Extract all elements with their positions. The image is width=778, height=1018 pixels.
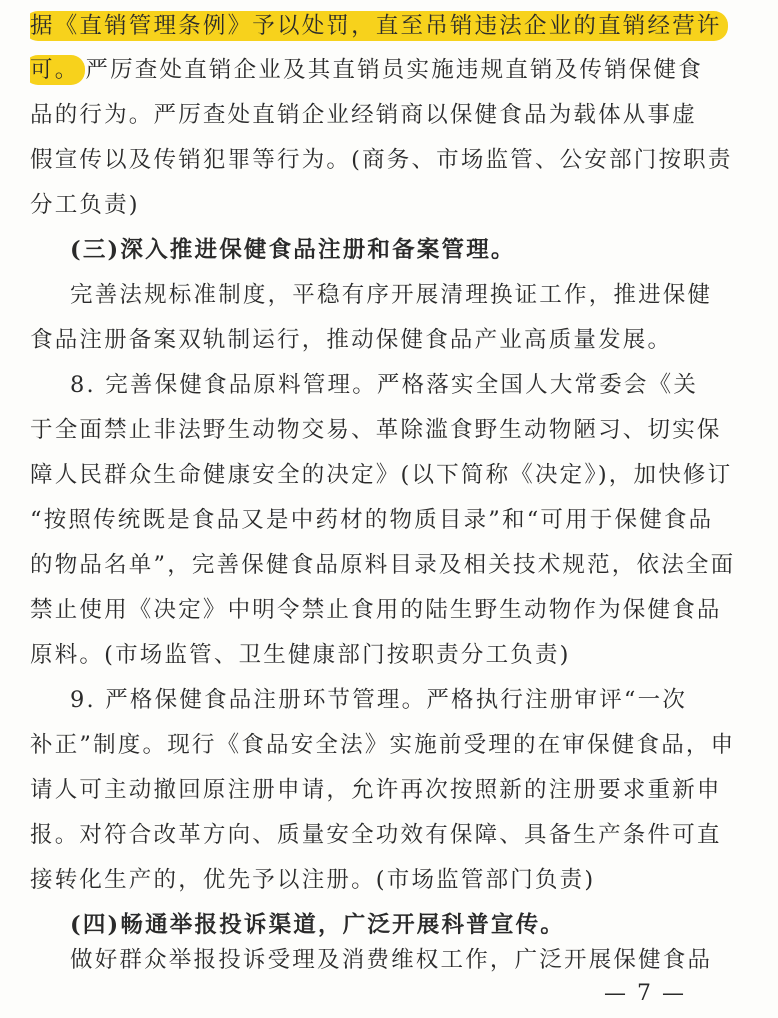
text-line-9: 8. 完善保健食品原料管理。严格落实全国人大常委会《关 — [70, 372, 699, 398]
text-line-2 — [30, 48, 750, 92]
text-line-11: 障人民群众生命健康安全的决定》(以下简称《决定》)，加快修订 — [30, 462, 733, 488]
text-line-20: 接转化生产的，优先予以注册。(市场监管部门负责) — [30, 867, 596, 893]
text-line-8: 食品注册备案双轨制运行，推动保健食品产业高质量发展。 — [30, 327, 673, 353]
text-line-1 — [30, 4, 750, 48]
text-line-4: 假宣传以及传销犯罪等行为。(商务、市场监管、公安部门按职责 — [30, 147, 733, 173]
text-line-2-rest: 严厉查处直销企业及其直销员实施违规直销及传销保健食 — [85, 57, 703, 83]
text-line-14: 禁止使用《决定》中明令禁止食用的陆生野生动物作为保健食品 — [30, 597, 722, 623]
highlighted-text: 可。 — [30, 55, 85, 85]
text-line-18: 请人可主动撤回原注册申请，允许再次按照新的注册要求重新申 — [30, 777, 722, 803]
text-line-16: 9. 严格保健食品注册环节管理。严格执行注册审评“一次 — [70, 687, 688, 713]
text-line-22: 做好群众举报投诉受理及消费维权工作，广泛开展保健食品 — [70, 947, 713, 973]
section-heading-3: (三)深入推进保健食品注册和备案管理。 — [70, 237, 516, 263]
text-line-3: 品的行为。严厉查处直销企业经销商以保健食品为载体从事虚 — [30, 102, 697, 128]
text-line-12: “按照传统既是食品又是中药材的物质目录”和“可用于保健食品 — [30, 507, 714, 533]
text-line-10: 于全面禁止非法野生动物交易、革除滥食野生动物陋习、切实保 — [30, 417, 722, 443]
highlighted-text: 据《直销管理条例》予以处罚，直至吊销违法企业的直销经营许 — [30, 11, 728, 41]
text-line-15: 原料。(市场监管、卫生健康部门按职责分工负责) — [30, 642, 571, 668]
text-line-7: 完善法规标准制度，平稳有序开展清理换证工作，推进保健 — [70, 282, 713, 308]
text-line-17: 补正”制度。现行《食品安全法》实施前受理的在审保健食品，申 — [30, 732, 736, 758]
section-heading-4: (四)畅通举报投诉渠道，广泛开展科普宣传。 — [70, 912, 565, 938]
text-line-19: 报。对符合改革方向、质量安全功效有保障、具备生产条件可直 — [30, 822, 722, 848]
page-number: — 7 — — [604, 981, 686, 1006]
text-line-5: 分工负责) — [30, 192, 140, 218]
text-line-13: 的物品名单”，完善保健食品原料目录及相关技术规范，依法全面 — [30, 552, 736, 578]
